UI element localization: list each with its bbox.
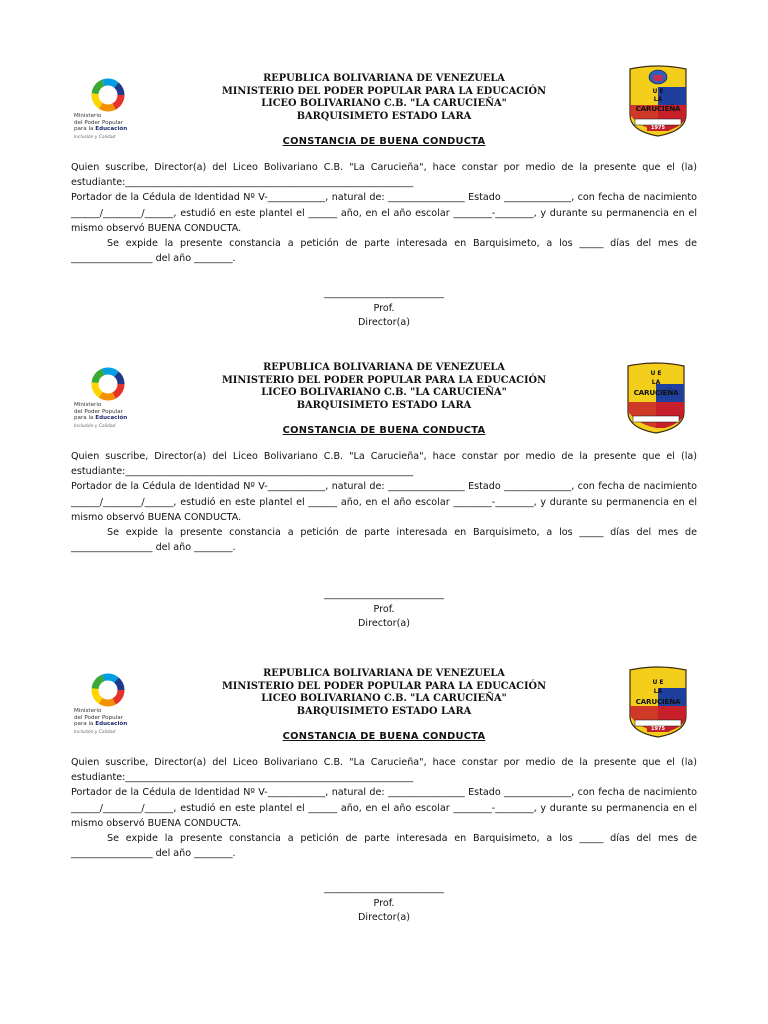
body-paragraph-2: Portador de la Cédula de Identidad Nº V-____________, natural de: ________________ Estado ______________, con fecha de nacimiento ______/________/______, estudió en este plantel el ______ año, en el año escolar ________-________, y durante su permanencia en el mismo observó BUENA CONDUCTA.	[71, 787, 697, 829]
header-line-school: LICEO BOLIVARIANO C.B. "LA CARUCIEÑA"	[261, 693, 507, 705]
signature-role: Director(a)	[358, 317, 410, 328]
signature-role: Director(a)	[358, 618, 410, 629]
ministry-logo	[74, 77, 146, 157]
certificate-body	[71, 449, 697, 555]
header-line-republic: REPUBLICA BOLIVARIANA DE VENEZUELA	[263, 668, 505, 679]
logo-caption: Ministerio del Poder Popular para la Educación Inclusión y Calidad	[74, 402, 128, 429]
signature-role: Director(a)	[358, 912, 410, 923]
signature-name: Prof.	[373, 302, 395, 314]
signature-block	[284, 287, 484, 331]
header-line-republic: REPUBLICA BOLIVARIANA DE VENEZUELA	[263, 362, 505, 373]
ring-logo-icon	[74, 672, 146, 708]
school-crest: U E LA CARUCIEÑA 1975	[627, 666, 689, 738]
signature-name: Prof.	[373, 603, 395, 615]
signature-block	[284, 882, 484, 926]
signature-block	[284, 588, 484, 632]
body-paragraph-2: Portador de la Cédula de Identidad Nº V-____________, natural de: ________________ Estado ______________, con fecha de nacimiento ______/________/______, estudió en este plantel el ______ año, en el año escolar ________-________, y durante su permanencia en el mismo observó BUENA CONDUCTA.	[71, 481, 697, 523]
certificate-body	[71, 160, 697, 266]
header-line-ministry: MINISTERIO DEL PODER POPULAR PARA LA EDUCACIÓN	[221, 680, 547, 692]
logo-caption: Ministerio del Poder Popular para la Educación Inclusión y Calidad	[74, 708, 128, 735]
certificate	[0, 65, 768, 365]
school-crest: U E LA CARUCIEÑA	[625, 362, 687, 434]
header-line-city: BARQUISIMETO ESTADO LARA	[296, 399, 472, 411]
document-title: CONSTANCIA DE BUENA CONDUCTA	[282, 425, 486, 436]
institution-header	[184, 362, 584, 412]
header-line-republic: REPUBLICA BOLIVARIANA DE VENEZUELA	[263, 73, 505, 84]
body-paragraph-3: Se expide la presente constancia a petición de parte interesada en Barquisimeto, a los _____ días del mes de _________________ del año ________.	[71, 833, 697, 860]
institution-header	[184, 668, 584, 718]
certificate	[0, 354, 768, 654]
ring-logo-icon	[74, 366, 146, 402]
header-line-ministry: MINISTERIO DEL PODER POPULAR PARA LA EDUCACIÓN	[221, 85, 547, 97]
body-paragraph-1: Quien suscribe, Director(a) del Liceo Bolivariano C.B. "La Carucieña", hace constar por medio de la presente que el (la) estudiante:____________________________________________________________	[71, 757, 697, 784]
document-title: CONSTANCIA DE BUENA CONDUCTA	[282, 731, 486, 742]
body-paragraph-3: Se expide la presente constancia a petición de parte interesada en Barquisimeto, a los _____ días del mes de _________________ del año ________.	[71, 527, 697, 554]
body-paragraph-2: Portador de la Cédula de Identidad Nº V-____________, natural de: ________________ Estado ______________, con fecha de nacimiento ______/________/______, estudió en este plantel el ______ año, en el año escolar ________-________, y durante su permanencia en el mismo observó BUENA CONDUCTA.	[71, 192, 697, 234]
body-paragraph-3: Se expide la presente constancia a petición de parte interesada en Barquisimeto, a los _____ días del mes de _________________ del año ________.	[71, 238, 697, 265]
signature-line: _________________________	[324, 589, 444, 600]
certificate-body	[71, 755, 697, 861]
ministry-logo	[74, 366, 146, 446]
ring-logo-icon	[74, 77, 146, 113]
header-line-ministry: MINISTERIO DEL PODER POPULAR PARA LA EDUCACIÓN	[221, 374, 547, 386]
header-line-city: BARQUISIMETO ESTADO LARA	[296, 110, 472, 122]
header-line-school: LICEO BOLIVARIANO C.B. "LA CARUCIEÑA"	[261, 387, 507, 399]
header-line-city: BARQUISIMETO ESTADO LARA	[296, 705, 472, 717]
document-title: CONSTANCIA DE BUENA CONDUCTA	[282, 136, 486, 147]
signature-name: Prof.	[373, 897, 395, 909]
ministry-logo	[74, 672, 146, 752]
logo-caption: Ministerio del Poder Popular para la Educación Inclusión y Calidad	[74, 113, 128, 140]
body-paragraph-1: Quien suscribe, Director(a) del Liceo Bolivariano C.B. "La Carucieña", hace constar por medio de la presente que el (la) estudiante:____________________________________________________________	[71, 451, 697, 478]
signature-line: _________________________	[324, 883, 444, 894]
certificate	[0, 660, 768, 960]
body-paragraph-1: Quien suscribe, Director(a) del Liceo Bolivariano C.B. "La Carucieña", hace constar por medio de la presente que el (la) estudiante:____________________________________________________________	[71, 162, 697, 189]
institution-header	[184, 73, 584, 123]
header-line-school: LICEO BOLIVARIANO C.B. "LA CARUCIEÑA"	[261, 98, 507, 110]
school-crest: U E LA CARUCIEÑA 1975	[627, 65, 689, 137]
signature-line: _________________________	[324, 288, 444, 299]
